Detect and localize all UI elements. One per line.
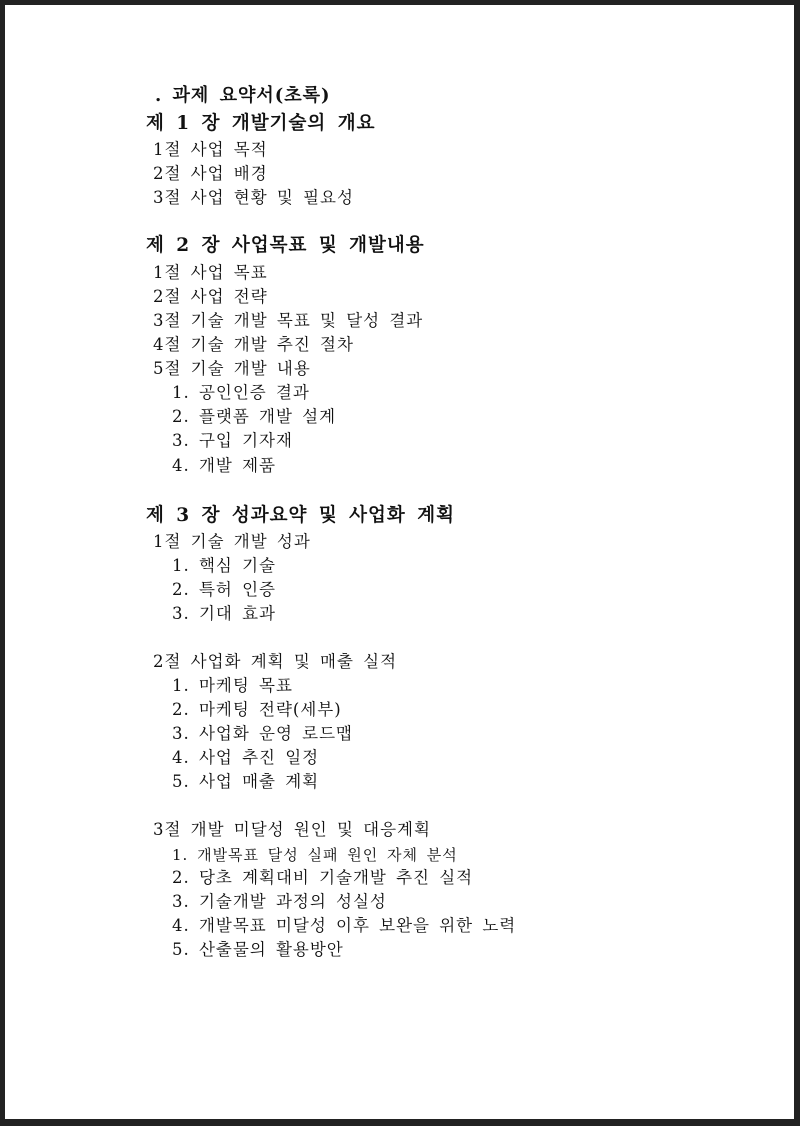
document-title: . 과제 요약서(초록)	[155, 85, 331, 106]
toc-section: 3절 기술 개발 목표 및 달성 결과	[153, 311, 424, 330]
toc-section: 1절 사업 목적	[153, 140, 268, 159]
toc-subitem: 3. 기대 효과	[172, 604, 276, 623]
toc-section: 2절 사업 배경	[153, 164, 268, 183]
toc-subitem: 4. 사업 추진 일정	[172, 748, 320, 767]
toc-subitem: 1. 마케팅 목표	[172, 676, 293, 695]
toc-subitem: 3. 사업화 운영 로드맵	[172, 724, 353, 743]
toc-subitem: 4. 개발 제품	[172, 456, 276, 475]
toc-subitem: 2. 당초 계획대비 기술개발 추진 실적	[172, 868, 474, 887]
chapter-1-heading: 제 1 장 개발기술의 개요	[146, 113, 376, 134]
toc-section: 2절 사업화 계획 및 매출 실적	[153, 652, 398, 671]
toc-section: 1절 기술 개발 성과	[153, 532, 311, 551]
toc-subitem: 2. 특허 인증	[172, 580, 276, 599]
toc-subitem: 3. 기술개발 과정의 성실성	[172, 892, 387, 911]
toc-subitem: 1. 개발목표 달성 실패 원인 자체 분석	[172, 846, 458, 864]
toc-section: 2절 사업 전략	[153, 287, 268, 306]
toc-section: 1절 사업 목표	[153, 263, 268, 282]
toc-subitem: 2. 마케팅 전략(세부)	[172, 700, 342, 719]
toc-subitem: 4. 개발목표 미달성 이후 보완을 위한 노력	[172, 916, 517, 935]
chapter-2-heading: 제 2 장 사업목표 및 개발내용	[146, 235, 425, 256]
toc-section: 3절 사업 현황 및 필요성	[153, 188, 354, 207]
toc-subitem: 5. 사업 매출 계획	[172, 772, 320, 791]
chapter-3-heading: 제 3 장 성과요약 및 사업화 계획	[146, 505, 455, 526]
toc-section: 4절 기술 개발 추진 절차	[153, 335, 354, 354]
toc-subitem: 1. 공인인증 결과	[172, 383, 310, 402]
toc-section: 3절 개발 미달성 원인 및 대응계획	[153, 820, 431, 839]
toc-subitem: 1. 핵심 기술	[172, 556, 276, 575]
toc-subitem: 3. 구입 기자재	[172, 431, 293, 450]
toc-subitem: 2. 플랫폼 개발 설계	[172, 407, 337, 426]
toc-section: 5절 기술 개발 내용	[153, 359, 311, 378]
toc-subitem: 5. 산출물의 활용방안	[172, 940, 344, 959]
